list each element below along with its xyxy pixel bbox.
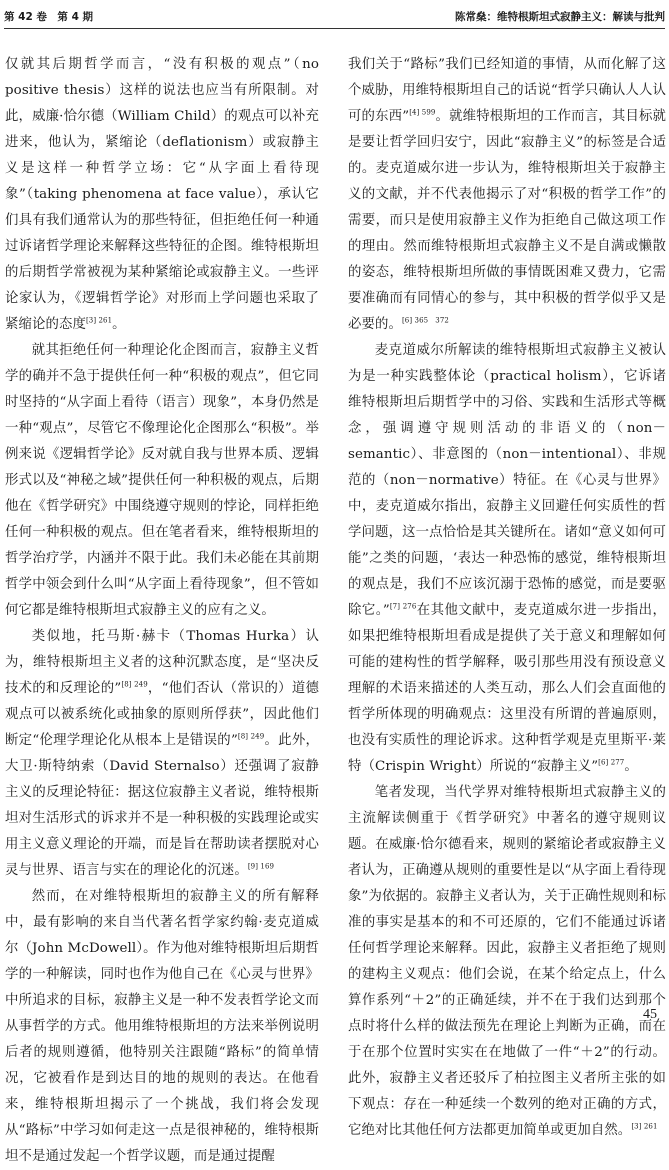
right-column [348, 52, 666, 1144]
citation-ref: [3] 261 [85, 316, 113, 325]
paragraph: 麦克道威尔所解读的维特根斯坦式寂静主义被认为是一种实践整体论（practical holism），它诉诸维特根斯坦后期哲学中的习俗、实践和生活形式等概念，强调遵守规则活动的非语义的（non－semantic）、非意图的（non－intentional）、非规范的（non－normative）特征。在《心灵与世界》中，麦克道威尔指出，寂静主义回避任何实质性的哲学问题，这一点恰恰是其关键所在。诸如“意义如何可能”之类的问题，‘表达一种恐怖的感觉，维特根斯坦的观点是，我们不应该沉溺于恐怖的感觉，而是要驱除它。”$^{[7] 276}$在其他文献中，麦克道威尔进一步指出，如果把维特根斯坦看成是提供了关于意义和理解如何可能的建构性的哲学解释，吸引那些用没有预设意义理解的术语来描述的人类互动，那么人们会直面他的哲学所体现的明确观点：这里没有所谓的普遍原则，也没有实质性的理论诉求。这种哲学观是克里斯平·莱特（Crispin Wright）所说的“寂静主义”$^{[6] 277}$。 [348, 343, 666, 774]
paragraph: 笔者发现，当代学界对维特根斯坦式寂静主义的主流解读侧重于《哲学研究》中著名的遵守规则议题。在威廉·恰尔德看来，规则的紧缩论者或寂静主义者认为，正确遵从规则的重要性是以“从字面上看待现象”为依据的。寂静主义者认为，关于正确性规则和标准的事实是基本的和不可还原的，它们不能通过诉诸任何哲学理论来解释。因此，寂静主义者拒绝了规则的建构主义观点：他们会说，在某个给定点上，什么算作系列“＋2”的正确延续，并不在于我们达到那个点时将什么样的做法预先在理论上判断为正确，而在于在那个位置时实实在在地做了一件“＋2”的行动。此外，寂静主义者还驳斥了柏拉图主义者所主张的如下观点：存在一种延续一个数列的绝对正确的方式，它绝对比其他任何方法都更加简单或更加自然。$^{[3] 261}$ [348, 785, 666, 1138]
volume-issue: 第 42 卷 第 4 期 [4, 11, 94, 23]
paragraph: 就其拒绝任何一种理论化企图而言，寂静主义哲学的确并不急于提供任何一种“积极的观点”，但它同时坚持的“从字面上看待（语言）现象”，本身仍然是一种“观点”，尽管它不像理论化企图那么“积极”。举例来说《逻辑哲学论》反对就自我与世界本质、逻辑形式以及“神秘之域”提供任何一种积极的观点，后期他在《哲学研究》中围绕遵守规则的悖论，同样拒绝任何一种积极的观点。但在笔者看来，维特根斯坦的哲学治疗学，内涵并不限于此。我们未必能在其前期哲学中领会到什么叫“从字面上看待现象”，但不管如何它都是维特根斯坦式寂静主义的应有之义。 [5, 343, 319, 618]
running-header [4, 6, 665, 29]
left-column [5, 52, 319, 1170]
paragraph: 类似地，托马斯·赫卡（Thomas Hurka）认为，维特根斯坦主义者的这种沉默态度，是“坚决反技术的和反理论的”$^{[8] 249}$，“他们否认（常识的）道德观点可以被系统化或抽象的原则所俘获”，因此他们断定“伦理学理论化从根本上是错误的”$^{[8] 249}$。此外，大卫·斯特纳索（David Sternalso）还强调了寂静主义的反理论特征：据这位寂静主义者说，维特根斯坦对生活形式的诉求并不是一种积极的实践理论或实用主义意义理论的开端，而是旨在帮助读者摆脱对心灵与世界、语言与实在的理论化的沉迷。$^{[9] 169}$ [5, 629, 320, 878]
citation-ref: [7] 276 [389, 602, 417, 611]
paragraph: 仅就其后期哲学而言，“没有积极的观点”（no positive thesis）这样的说法也应当有所限制。对此，威廉·恰尔德（William Child）的观点可以补充进来，他认为，紧缩论（deflationism）或寂静主义是这样一种哲学立场：它“从字面上看待现象”（taking phenomena at face value），承认它们具有我们通常认为的那些特征，但拒绝任何一种通过诉诸哲学理论来解释这些特征的企图。维特根斯坦的后期哲学常被视为某种紧缩论或寂静主义。一些评论家认为，《逻辑哲学论》对形而上学问题也采取了紧缩论的态度$^{[3] 261}$。 [5, 57, 319, 332]
page-number: 45 [643, 1007, 657, 1022]
citation-ref: [8] 249 [237, 732, 265, 741]
citation-ref: [6] 365 372 [401, 316, 449, 325]
running-title: 陈常燊：维特根斯坦式寂静主义：解读与批判 [455, 11, 665, 23]
citation-ref: [9] 169 [247, 862, 275, 871]
paragraph: 然而，在对维特根斯坦的寂静主义的所有解释中，最有影响的来自当代著名哲学家约翰·麦克道威尔（John McDowell）。作为他对维特根斯坦后期哲学的一种解读，同时也作为他自己在《心灵与世界》中所追求的目标，寂静主义是一种不发表哲学论文而从事哲学的方式。他用维特根斯坦的方法来举例说明后者的规则遵循，他特别关注跟随“路标”的简单情况，它被看作是到达目的地的规则的表达。在他看来，维特根斯坦揭示了一个挑战，我们将会发现从“路标”中学习如何走这一点是很神秘的，维特根斯坦不是通过发起一个哲学议题，而是通过提醒 [5, 889, 319, 1164]
citation-ref: [4] 599 [409, 108, 436, 117]
citation-ref: [6] 277 [598, 758, 625, 767]
citation-ref: [8] 249 [121, 680, 148, 689]
citation-ref: [3] 261 [631, 1122, 658, 1131]
paragraph: 我们关于“路标”我们已经知道的事情，从而化解了这个威胁，用维特根斯坦自己的话说“哲学只确认人人认可的东西”$^{[4] 599}$。就维特根斯坦的工作而言，其目标就是要让哲学回归安宁，因此“寂静主义”的标签是合适的。麦克道威尔进一步认为，维特根斯坦关于寂静主义的文献，并不代表他揭示了对“积极的哲学工作”的需要，而只是使用寂静主义作为拒绝自己做这项工作的理由。然而维特根斯坦式寂静主义不是自满或懒散的姿态，维特根斯坦所做的事情既困难又费力，它需要准确而有同情心的参与，其中积极的哲学似乎又是必要的。$^{[6] 365 372}$ [348, 57, 666, 332]
